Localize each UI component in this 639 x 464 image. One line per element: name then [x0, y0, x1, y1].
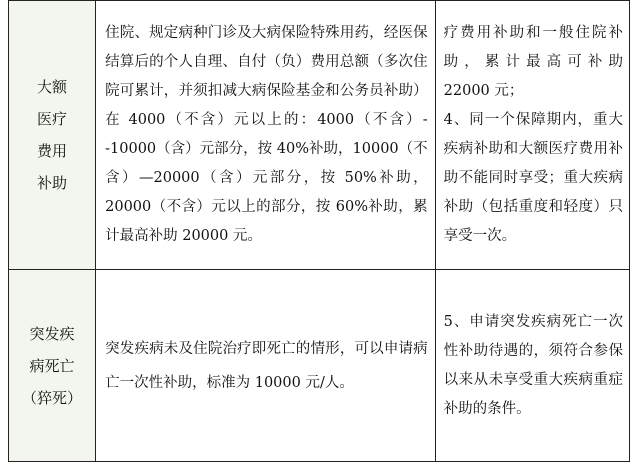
- notes-text: 5、申请突发疾病死亡一次性补助待遇的，须符合参保以来从未享受重大疾病重症补助的条件。: [443, 313, 623, 417]
- notes-text: 疗费用补助和一般住院补助，累计最高可补助 22000 元； 4、同一个保障期内，重大疾病补助和大额医疗费用补助不能同时享受；重大疾病补助（包括重度和轻度）只享受一次。: [443, 25, 623, 244]
- category-label: 大额 医疗 费用 补助: [37, 78, 68, 192]
- notes-cell: [435, 270, 629, 462]
- description-text: 突发疾病未及住院治疗即死亡的情形，可以申请病亡一次性补助，标准为 10000 元/人。: [105, 340, 428, 391]
- description-text: 住院、规定病种门诊及大病保险特殊用药，经医保结算后的个人自理、自付（负）费用总额（多次住院可累计，并须扣减大病保险基金和公务员补助）在 4000（不含）元以上的：4000（不含）--10000（含）元部分，按 40%补助，10000（不含）—20000（含）元部分，按 50%补助，20000（不含）元以上的部分，按 60%补助，累计最高补助 20000 元。: [105, 25, 428, 244]
- category-label: 突发疾 病死亡 （猝死）: [22, 324, 83, 407]
- category-cell: [9, 270, 96, 462]
- benefits-grid: [8, 0, 630, 462]
- notes-cell: [435, 1, 629, 270]
- description-cell: [96, 270, 436, 462]
- table-row-sudden-death: [9, 270, 630, 462]
- table-row-large-medical: [9, 1, 630, 270]
- benefits-table: [8, 0, 630, 462]
- description-cell: [96, 1, 436, 270]
- category-cell: [9, 1, 96, 270]
